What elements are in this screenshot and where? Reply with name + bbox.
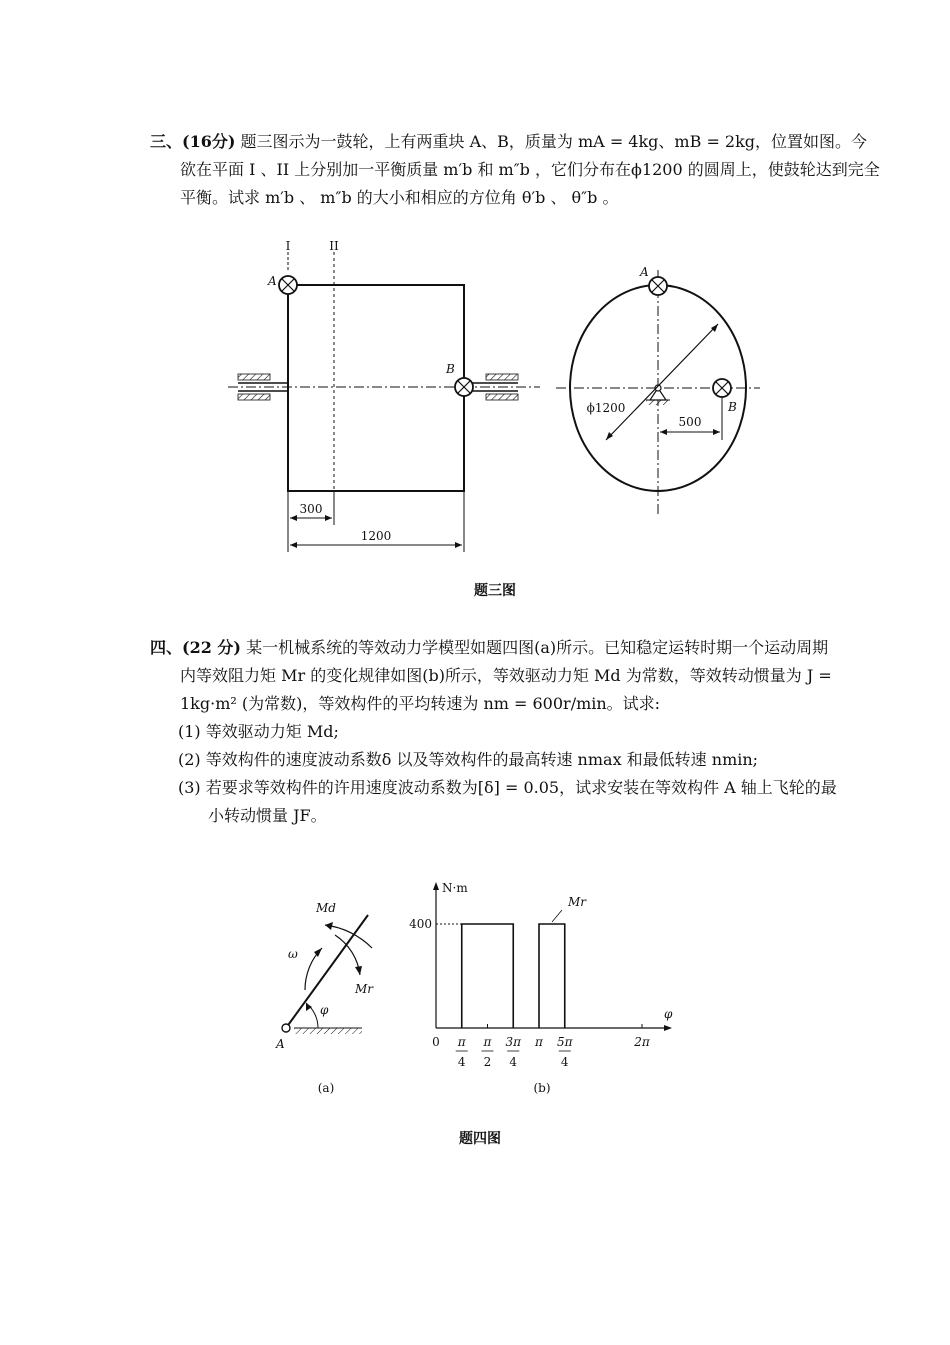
x-tick-3pi-4 — [505, 1024, 522, 1069]
figure-4-caption: 题四图 — [459, 1131, 501, 1147]
svg-text:3π: 3π — [505, 1035, 522, 1049]
svg-text:π: π — [483, 1035, 492, 1049]
dimension-500: 500 — [678, 415, 702, 429]
omega-label: ω — [288, 947, 298, 961]
q4-line-2: 内等效阻力矩 Mr 的变化规律如图(b)所示，等效驱动力矩 Md 为常数，等效转动惯量为 J = — [180, 666, 832, 685]
q3-line-3: 平衡。试求 m′b 、 m″b 的大小和相应的方位角 θ′b 、 θ″b 。 — [180, 188, 619, 207]
x-tick-0: 0 — [432, 1035, 440, 1049]
svg-text:2: 2 — [483, 1055, 492, 1069]
figure-4a-label: (a) — [317, 1081, 335, 1095]
x-tick-pi-4 — [456, 1024, 468, 1069]
svg-text:2π: 2π — [634, 1035, 650, 1049]
md-label: Md — [316, 901, 336, 915]
x-tick-5pi-4 — [557, 1024, 574, 1069]
side-mass-a-label: A — [640, 265, 649, 279]
svg-text:4: 4 — [560, 1055, 569, 1069]
plane-1-label: I — [285, 239, 291, 253]
figure-3-caption: 题三图 — [474, 583, 516, 599]
mass-a-label: A — [268, 274, 277, 288]
q3-text-1: 题三图示为一鼓轮，上有两重块 A、B，质量为 mA = 4kg、mB = 2kg，位置如图。今 — [240, 132, 868, 151]
q4-item-3: (3) 若要求等效构件的许用速度波动系数为[δ] = 0.05，试求安装在等效构件 A 轴上飞轮的最 — [178, 778, 837, 797]
mr-label-a: Mr — [355, 982, 374, 996]
dimension-1200: 1200 — [360, 529, 392, 543]
q4-heading: 四、(22 分) — [150, 638, 241, 657]
q4-item-2: (2) 等效构件的速度波动系数δ 以及等效构件的最高转速 nmax 和最低转速 nmin; — [178, 750, 759, 769]
q3-line-2: 欲在平面 I 、II 上分别加一平衡质量 m′b 和 m″b ，它们分布在ϕ1200 的圆周上，使鼓轮达到完全 — [180, 160, 880, 179]
plane-2-label: II — [329, 239, 339, 253]
phi-label-a: φ — [320, 1003, 329, 1017]
mr-segment-2 — [539, 924, 565, 1028]
q4-item-4: 小转动惯量 JF。 — [208, 806, 327, 825]
mr-label-b: Mr — [568, 895, 587, 909]
x-axis-label: φ — [664, 1007, 673, 1021]
svg-text:4: 4 — [509, 1055, 518, 1069]
q4-item-1: (1) 等效驱动力矩 Md; — [178, 722, 339, 741]
mr-segment-1 — [462, 924, 514, 1028]
y-unit-label: N·m — [442, 881, 468, 895]
a-label: A — [276, 1037, 285, 1051]
q3-heading: 三、(16分) — [150, 132, 236, 151]
svg-text:π: π — [535, 1035, 543, 1049]
svg-text:4: 4 — [457, 1055, 466, 1069]
x-tick-pi-2 — [482, 1024, 494, 1069]
svg-text:5π: 5π — [556, 1035, 573, 1049]
mass-b-label: B — [446, 362, 455, 376]
q4-text-1: 某一机械系统的等效动力学模型如题四图(a)所示。已知稳定运转时期一个运动周期 — [246, 638, 829, 657]
diameter-label: ϕ1200 — [586, 401, 626, 415]
q4-line-3: 1kg·m² (为常数)，等效构件的平均转速为 nm = 600r/min。试求: — [180, 694, 661, 713]
dimension-300: 300 — [299, 502, 323, 516]
y-tick-400: 400 — [409, 917, 432, 931]
side-mass-b-label: B — [728, 400, 737, 414]
figure-4b-label: (b) — [533, 1081, 551, 1095]
svg-text:π: π — [457, 1035, 466, 1049]
